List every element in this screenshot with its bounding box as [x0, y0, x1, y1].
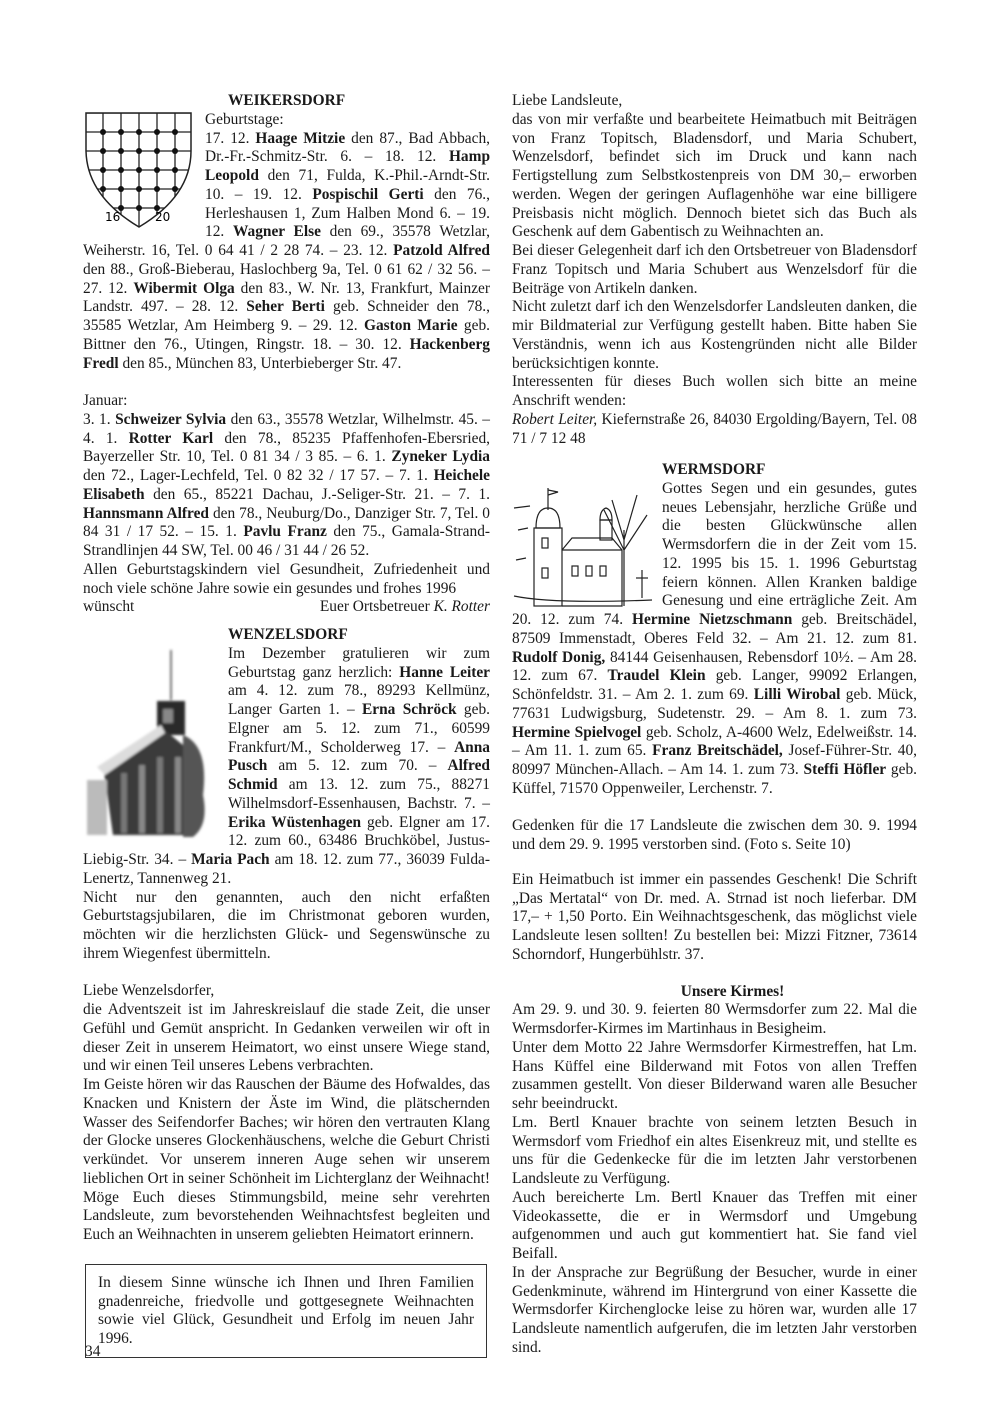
person-name: Gaston Marie	[364, 317, 458, 334]
text-segment: geb. Mück, 77631 Ludwigsburg, Sudetenstr. 29. – Am 8. 1. zum 73.	[512, 686, 917, 722]
text-segment: den 75., Gamala-Strand-Strandlinjen 44 SW, Tel. 00 46 / 31 44 / 26 52.	[83, 523, 491, 559]
heimatbuch-paragraph-1: das von mir verfaßte und bearbeitete Heimatbuch mit Beiträgen von Franz Topitsch, Bladensdorf, und Maria Schubert, Wenzelsdorf, befindet sich im Druck und kann nach Fertigstellung zum Selbstkostenpreis von DM 30,– erworben werden. Wegen der geringen Auflagenhöhe war eine billigere Preisbasis nicht möglich. Dennoch bietet sich das Buch als Geschenk auf dem Gabentisch zu Weihnachten an.	[512, 110, 917, 241]
text-segment: geb. Scholz, A-4600 Welz, Edelweißstr. 14. – Am 11. 1. zum 65.	[512, 723, 917, 760]
weikersdorf-title: WEIKERSDORF	[228, 92, 346, 109]
person-name: Hermine Spielvogel	[512, 723, 642, 741]
heimatbuch-paragraph-2: Bei dieser Gelegenheit darf ich den Ortsbetreuer von Bladensdorf Franz Topitsch und Maria Schubert aus Wenzelsdorf für die Beiträge von Artikeln danken.	[512, 242, 917, 297]
person-name: Heichele Elisabeth	[83, 467, 490, 503]
text-segment: den 76., Herleshausen 1, Zum Halben Mond 6. – 19. 12.	[205, 185, 490, 241]
person-name: Pavlu Franz	[243, 523, 327, 541]
person-name: Wagner Else	[232, 223, 321, 241]
text-segment: geb. Elgner am 5. 12. zum 71., 60599 Frankfurt/M., Scholderweg 17. –	[228, 701, 490, 756]
text-segment: am 18. 12. zum 77., 36039 Fulda-Lenertz, Tannenweg 21.	[83, 851, 490, 887]
person-name: Rotter Karl	[128, 429, 214, 447]
church-drawing-icon	[512, 480, 654, 608]
text-segment: den 88., Groß-Bieberau, Haslochberg 9a, Tel. 0 61 62 / 32 56. – 27. 12.	[83, 260, 490, 297]
text-segment: den 78., Neuburg/Do., Danziger Str. 7, Tel. 0 84 31 / 17 52. – 15. 1.	[83, 504, 491, 541]
text-segment: den 65., 85221 Dachau, J.-Seliger-Str. 21. – 7. 1.	[144, 485, 490, 503]
christmas-wishes-text: In diesem Sinne wünsche ich Ihnen und Ihren Familien gnadenreiche, friedvolle und gottgesegnete Weihnachten sowie viel Glück, Gesundheit und Erfolg im neuen Jahr 1996.	[98, 1273, 474, 1347]
letter-greeting: Liebe Wenzelsdorfer,	[83, 982, 215, 1000]
heimatbuch-ad: Ein Heimatbuch ist immer ein passendes Geschenk! Die Schrift „Das Mertatal“ von Dr. med. A. Strnad ist noch lieferbar. DM 17,– + 1,50 Porto. Ein Weihnachtsgeschenk, das möglichst viele Landsleute lesen sollten! Zu bestellen bei: Mizzi Fitzner, 73614 Schorndorf, Hungerbühlstr. 37.	[512, 870, 917, 963]
heimatbuch-greeting: Liebe Landsleute,	[512, 92, 623, 109]
person-name: Seher Berti	[246, 298, 325, 316]
heimatbuch-paragraph-4: Interessenten für dieses Buch wollen sich bitte an meine Anschrift wenden:	[512, 373, 917, 409]
text-segment: den 83., W. Nr. 13, Frankfurt, Mainzer Landstr. 497. – 28. 12.	[83, 279, 490, 316]
kirmes-paragraph-3: Lm. Bertl Knauer brachte von seinem letzten Besuch in Wermsdorf vom Friedhof ein altes Eisenkreuz mit, und stellte es uns für die Gedenkecke für die im letzten Jahr verstorbenen Landsleute zu Verfügung.	[512, 1113, 917, 1187]
wishes-end: wünscht	[83, 598, 135, 616]
text-segment: geb. Bittner den 76., Utingen, Ringstr. 18. – 30. 12.	[83, 317, 490, 353]
person-name: Hackenberg Fredl	[83, 335, 490, 372]
address-text: Kiefernstraße 26, 84030 Ergolding/Bayern, Tel. 08 71 / 7 12 48	[512, 410, 917, 447]
person-name: Traudel Klein	[607, 667, 706, 685]
wermsdorf-title: WERMSDORF	[662, 461, 766, 478]
crest-year-right: 20	[155, 209, 171, 224]
person-name: Rudolf Donig,	[512, 648, 606, 666]
text-segment: den 85., München 83, Unterbieberger Str. 47.	[118, 354, 402, 372]
christmas-wishes-box	[85, 1264, 487, 1358]
crest-year-left: 16	[105, 209, 121, 224]
person-name: Steffi Höfler	[803, 761, 887, 778]
kirmes-paragraph-1: Am 29. 9. und 30. 9. feierten 80 Wermsdorfer zum 22. Mal die Wermsdorfer-Kirmes im Martinhaus in Besigheim.	[512, 1001, 917, 1037]
signature	[320, 598, 490, 617]
wenzelsdorf-title: WENZELSDORF	[228, 626, 348, 643]
text-segment: Am 20. 12. zum 74.	[512, 592, 917, 628]
text-segment: 3. 1.	[83, 410, 116, 428]
church-drawing	[512, 480, 662, 611]
person-name: Patzold Alfred	[393, 242, 490, 259]
person-name: Maria Pach	[191, 851, 270, 868]
kirmes-paragraph-4: Auch bereicherte Lm. Bertl Knauer das Treffen mit einer Videokassette, die er in Wermsdorf und Umgebung aufgenommen und auch gut kommentiert hat. Sie fand viel Beifall.	[512, 1188, 917, 1262]
person-name: Wibermit Olga	[133, 279, 235, 297]
heimatbuch-address	[512, 411, 917, 449]
person-name: Hannsmann Alfred	[83, 504, 209, 522]
crest-icon	[83, 111, 195, 239]
text-segment: geb. Breitschädel, 87509 Immenstadt, Oberes Feld 32. – Am 21. 12. zum 81.	[512, 611, 917, 647]
person-name: Erna Schröck	[362, 701, 457, 718]
text-segment: geb. Küffel, 71570 Oppenweiler, Lerchenstr. 7.	[512, 761, 918, 797]
chapel-photo-icon	[83, 645, 211, 840]
january-birthdays	[83, 411, 490, 561]
person-name: Hamp Leopold	[205, 148, 490, 184]
signature-line	[83, 598, 490, 617]
person-name: Anna Pusch	[228, 738, 490, 775]
kirmes-paragraph-5: In der Ansprache zur Begrüßung der Besucher, wurde in einer Gedenkminute, während im Hintergrund von einer Kassette die Wermsdorfer Kirchenglocke leise zu hören war, wurden alle 17 Landsleute namentlich aufgerufen, die im letzten Jahr verstorben sind.	[512, 1263, 917, 1356]
heimatbuch-paragraph-3: Nicht zuletzt darf ich den Wenzelsdorfer Landsleuten danken, die mir Bildmaterial zur Verfügung gestellt haben. Bitte haben Sie Verständnis, wenn ich aus Kostengründen nicht alle Bilder berücksichtigen konnte.	[512, 298, 917, 372]
text-segment: am 5. 12. zum 70. –	[267, 757, 448, 775]
wermsdorf-section	[512, 461, 917, 1358]
text-segment: geb. Langer, 99092 Erlangen, Schönfeldstr. 31. – Am 2. 1. zum 69.	[512, 667, 917, 703]
signature-name: K. Rotter	[433, 598, 490, 616]
birthday-wishes: Allen Geburtstagskindern viel Gesundheit, Zufriedenheit und noch viele schöne Jahre sowie ein gesundes und frohes 1996	[83, 560, 490, 597]
text-segment: Josef-Führer-Str. 40, 80997 München-Allach. – Am 14. 1. zum 73.	[512, 742, 917, 778]
signature-prefix: Euer Ortsbetreuer	[319, 598, 434, 616]
page-number: 34	[85, 1343, 101, 1360]
gedenken-notice: Gedenken für die 17 Landsleute die zwischen dem 30. 9. 1994 und dem 29. 9. 1995 verstorben sind. (Foto s. Seite 10)	[512, 817, 917, 853]
text-segment: 84144 Geisenhausen, Rebensdorf 10½. – Am 28. 12. zum 67.	[512, 648, 917, 685]
january-label: Januar:	[83, 392, 128, 409]
text-segment: Im Dezember gratulieren wir zum Geburtstag ganz herzlich:	[228, 644, 490, 681]
address-name: Robert Leiter,	[512, 410, 598, 428]
person-name: Franz Breitschädel,	[652, 742, 783, 760]
text-segment: geb. Schneider den 78., 35585 Wetzlar, Am Heimberg 9. – 29. 12.	[83, 298, 491, 334]
wenzelsdorf-section	[83, 626, 490, 1358]
person-name: Lilli Wirobal	[753, 686, 841, 703]
person-name: Pospischil Gerti	[312, 185, 424, 203]
text-segment: den 71, Fulda, K.-Phil.-Arndt-Str. 10. – 19. 12.	[205, 167, 490, 203]
text-segment: den 78., 85235 Pfaffenhofen-Ebersried, Bayerzeller Str. 10, Tel. 0 81 34 / 3 85. – 6. 1.	[83, 429, 490, 466]
wenzelsdorf-blessing: Nicht nur den genannten, auch den nicht erfaßten Geburtstagsjubilaren, die im Christmonat geboren wurden, möchten wir die herzlichsten Glück- und Segenswünsche zu ihrem Wiegenfest übermitteln.	[83, 888, 490, 962]
weikersdorf-intro: Geburtstage:	[205, 110, 284, 128]
text-segment: den 87., Bad Abbach, Dr.-Fr.-Schmitz-Str. 6. – 18. 12.	[205, 129, 490, 166]
person-name: Schweizer Sylvia	[115, 410, 227, 428]
chapel-photo	[83, 645, 228, 833]
letter-paragraph-1: die Adventszeit ist im Jahreskreislauf die stade Zeit, die unser Gefühl und Gemüt anspricht. In Gedanken verweilen wir oft in dieser Zeit in unserem Heimatort, wo einst unsere Wiege stand, und wir einen Teil unseres Lebens verbrachten.	[83, 1001, 490, 1075]
heimatbuch-letter	[512, 92, 917, 448]
text-segment: am 4. 12. zum 78., 89293 Kellmünz, Langer Garten 1. –	[228, 682, 490, 718]
person-name: Hanne Leiter	[399, 663, 491, 681]
kirmes-title: Unsere Kirmes!	[680, 982, 785, 1000]
text-segment: geb. Elgner am 17. 12. zum 60., 63486 Bruchköbel, Justus-Liebig-Str. 34. –	[83, 813, 490, 868]
person-name: Alfred Schmid	[228, 757, 490, 793]
person-name: Erika Wüstenhagen	[228, 813, 362, 831]
weikersdorf-crest	[83, 111, 205, 241]
text-segment: den 69., 35578 Wetzlar, Weiherstr. 16, Tel. 0 64 41 / 2 28 74. – 23. 12.	[83, 223, 491, 259]
text-segment: Gottes Segen und ein gesundes, gutes neues Lebensjahr, herzliche Grüße und die besten Glückwünsche allen Wermsdorfern die in der Zeit vom 15. 12. 1995 bis 15. 1. 1996 Geburtstag feiern können. Allen Kranken baldige Genesung und eine erträgliche Zeit.	[662, 479, 917, 610]
text-segment: am 13. 12. zum 75., 88271 Wilhelmsdorf-Essenhausen, Bachstr. 7. –	[228, 776, 490, 812]
text-segment: den 63., 35578 Wetzlar, Wilhelmstr. 45. – 4. 1.	[83, 410, 491, 447]
text-segment: den 72., Lager-Lechfeld, Tel. 0 82 32 / 17 57. – 7. 1.	[83, 467, 434, 484]
letter-paragraph-2: Im Geiste hören wir das Rauschen der Bäume des Hofwaldes, das Knacken und Knistern der Äste im Wind, die plätschernden Wasser des Seifendorfer Baches; wir hören den vertrauten Klang der Glocke unseres Glockenhäuschens, welche die Geburt Christi verkündet. Vor unserem inneren Auge sehen wir unserem lieblichen Ort in seiner Schönheit im Lichterglanz der Weihnacht! Möge Euch dieses Stimmungsbild, meine sehr verehrten Landsleute, zum bevorstehenden Weihnachtsfest begleiten und Euch an Weihnachten in unserem geliebten Heimatort erinnern.	[83, 1076, 490, 1243]
text-segment: 17. 12.	[205, 129, 256, 147]
person-name: Zyneker Lydia	[391, 448, 490, 466]
person-name: Hermine Nietzschmann	[632, 611, 793, 628]
kirmes-paragraph-2: Unter dem Motto 22 Jahre Wermsdorfer Kirmestreffen, hat Lm. Hans Küffel eine Bilderwand mit Fotos von allen Treffen zusammen gestellt. Von dieser Bilderwand waren alle Besucher sehr beeindruckt.	[512, 1038, 917, 1112]
person-name: Haage Mitzie	[255, 129, 346, 147]
weikersdorf-section	[83, 92, 490, 617]
